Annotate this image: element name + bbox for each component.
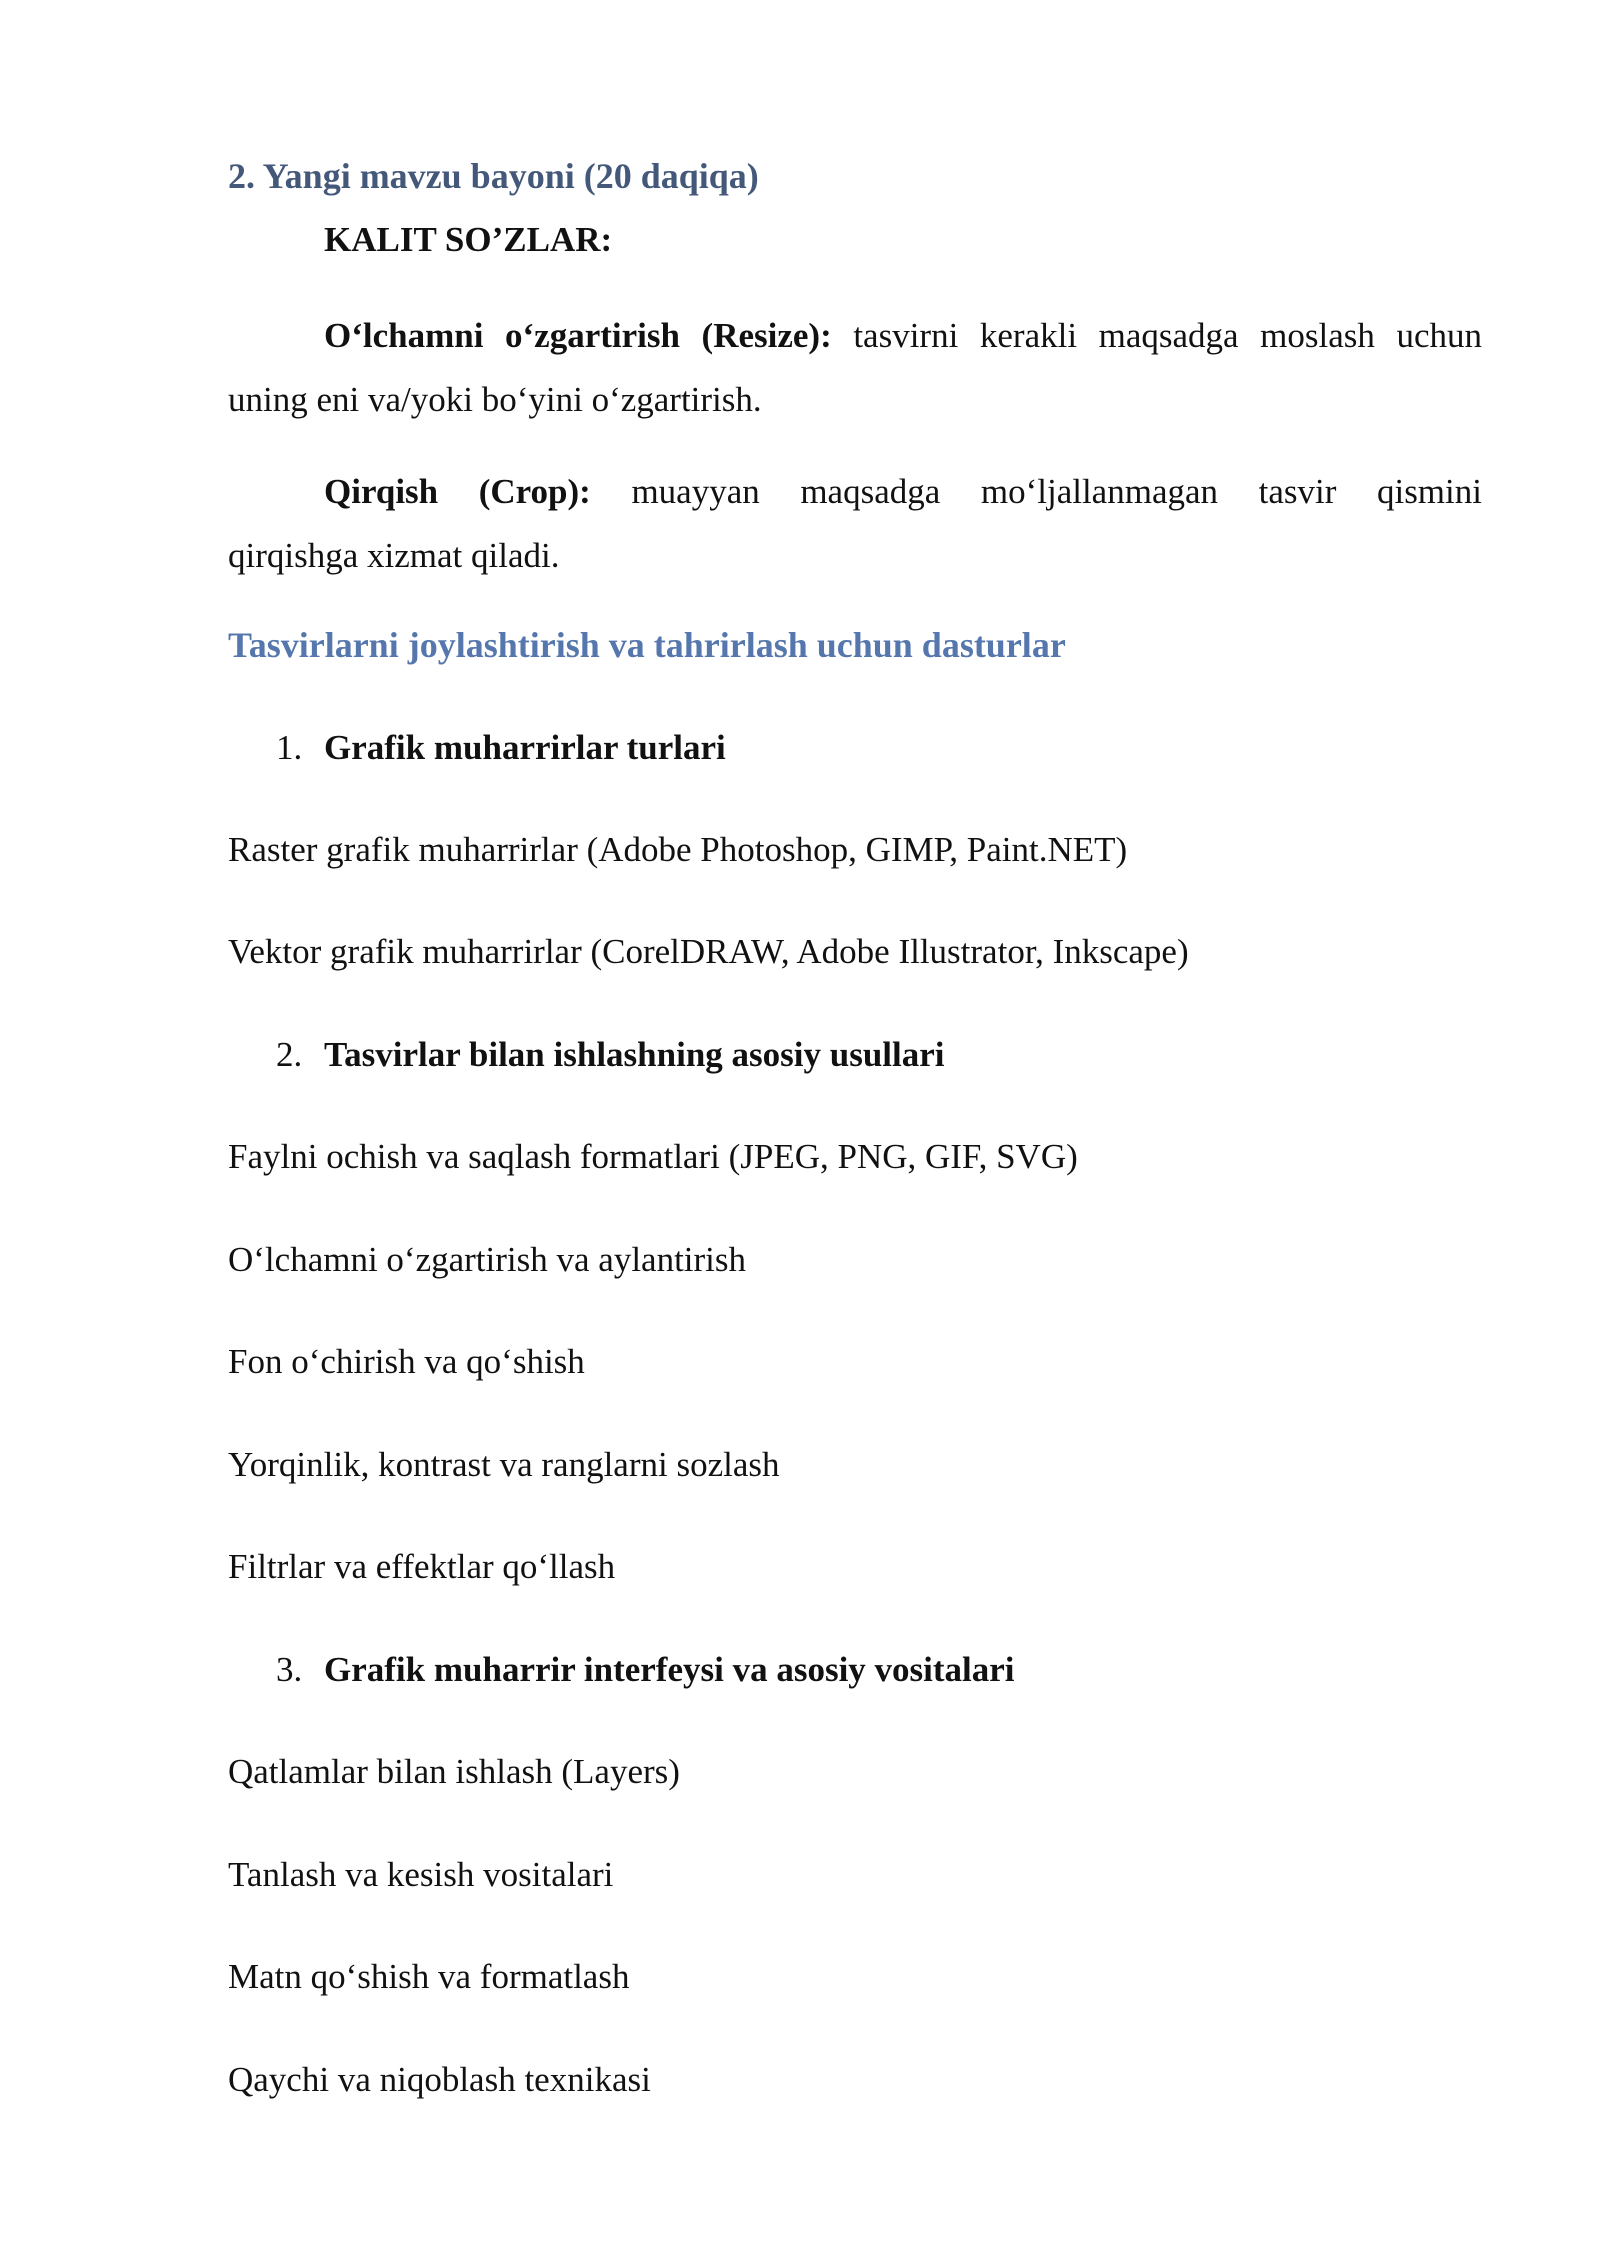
section-heading-text: Grafik muharrirlar turlari [324,728,726,767]
list-item: Raster grafik muharrirlar (Adobe Photoshop, GIMP, Paint.NET) [228,830,1128,869]
list-item: Tanlash va kesish vositalari [228,1855,614,1894]
definition-term: Qirqish (Crop): [324,472,591,511]
definition-resize-line1 [228,304,1482,368]
keywords-title: KALIT SO’ZLAR: [324,220,613,259]
section-1-heading [276,730,726,765]
list-item: O‘lchamni o‘zgartirish va aylantirish [228,1240,747,1279]
lesson-heading: 2. Yangi mavzu bayoni (20 daqiqa) [228,156,759,196]
section-heading-text: Tasvirlar bilan ishlashning asosiy usullari [324,1035,945,1074]
list-item: Matn qo‘shish va formatlash [228,1957,630,1996]
list-item: Qaychi va niqoblash texnikasi [228,2060,651,2099]
list-item: Filtrlar va effektlar qo‘llash [228,1547,616,1586]
section-number: 2. [276,1035,303,1074]
definition-crop [228,460,1482,588]
definition-resize-line2: uning eni va/yoki bo‘yini o‘zgartirish. [228,380,762,419]
list-item: Yorqinlik, kontrast va ranglarni sozlash [228,1445,780,1484]
definition-resize [228,304,1482,432]
list-item: Vektor grafik muharrirlar (CorelDRAW, Adobe Illustrator, Inkscape) [228,932,1189,971]
definition-text: muayyan maqsadga mo‘ljallanmagan tasvir qismini [590,472,1482,511]
definition-text: tasvirni kerakli maqsadga moslash uchun [831,316,1482,355]
list-item: Qatlamlar bilan ishlash (Layers) [228,1752,680,1791]
section-number: 1. [276,728,303,767]
section-3-heading [276,1652,1015,1687]
section-2-heading [276,1037,945,1072]
list-item: Faylni ochish va saqlash formatlari (JPEG, PNG, GIF, SVG) [228,1137,1078,1176]
list-item: Fon o‘chirish va qo‘shish [228,1342,585,1381]
definition-crop-line2: qirqishga xizmat qiladi. [228,536,560,575]
section-heading-text: Grafik muharrir interfeysi va asosiy vositalari [324,1650,1015,1689]
definition-crop-line1 [228,460,1482,524]
definition-term: O‘lchamni o‘zgartirish (Resize): [324,316,832,355]
section-number: 3. [276,1650,303,1689]
section-title: Tasvirlarni joylashtirish va tahrirlash uchun dasturlar [228,625,1066,665]
